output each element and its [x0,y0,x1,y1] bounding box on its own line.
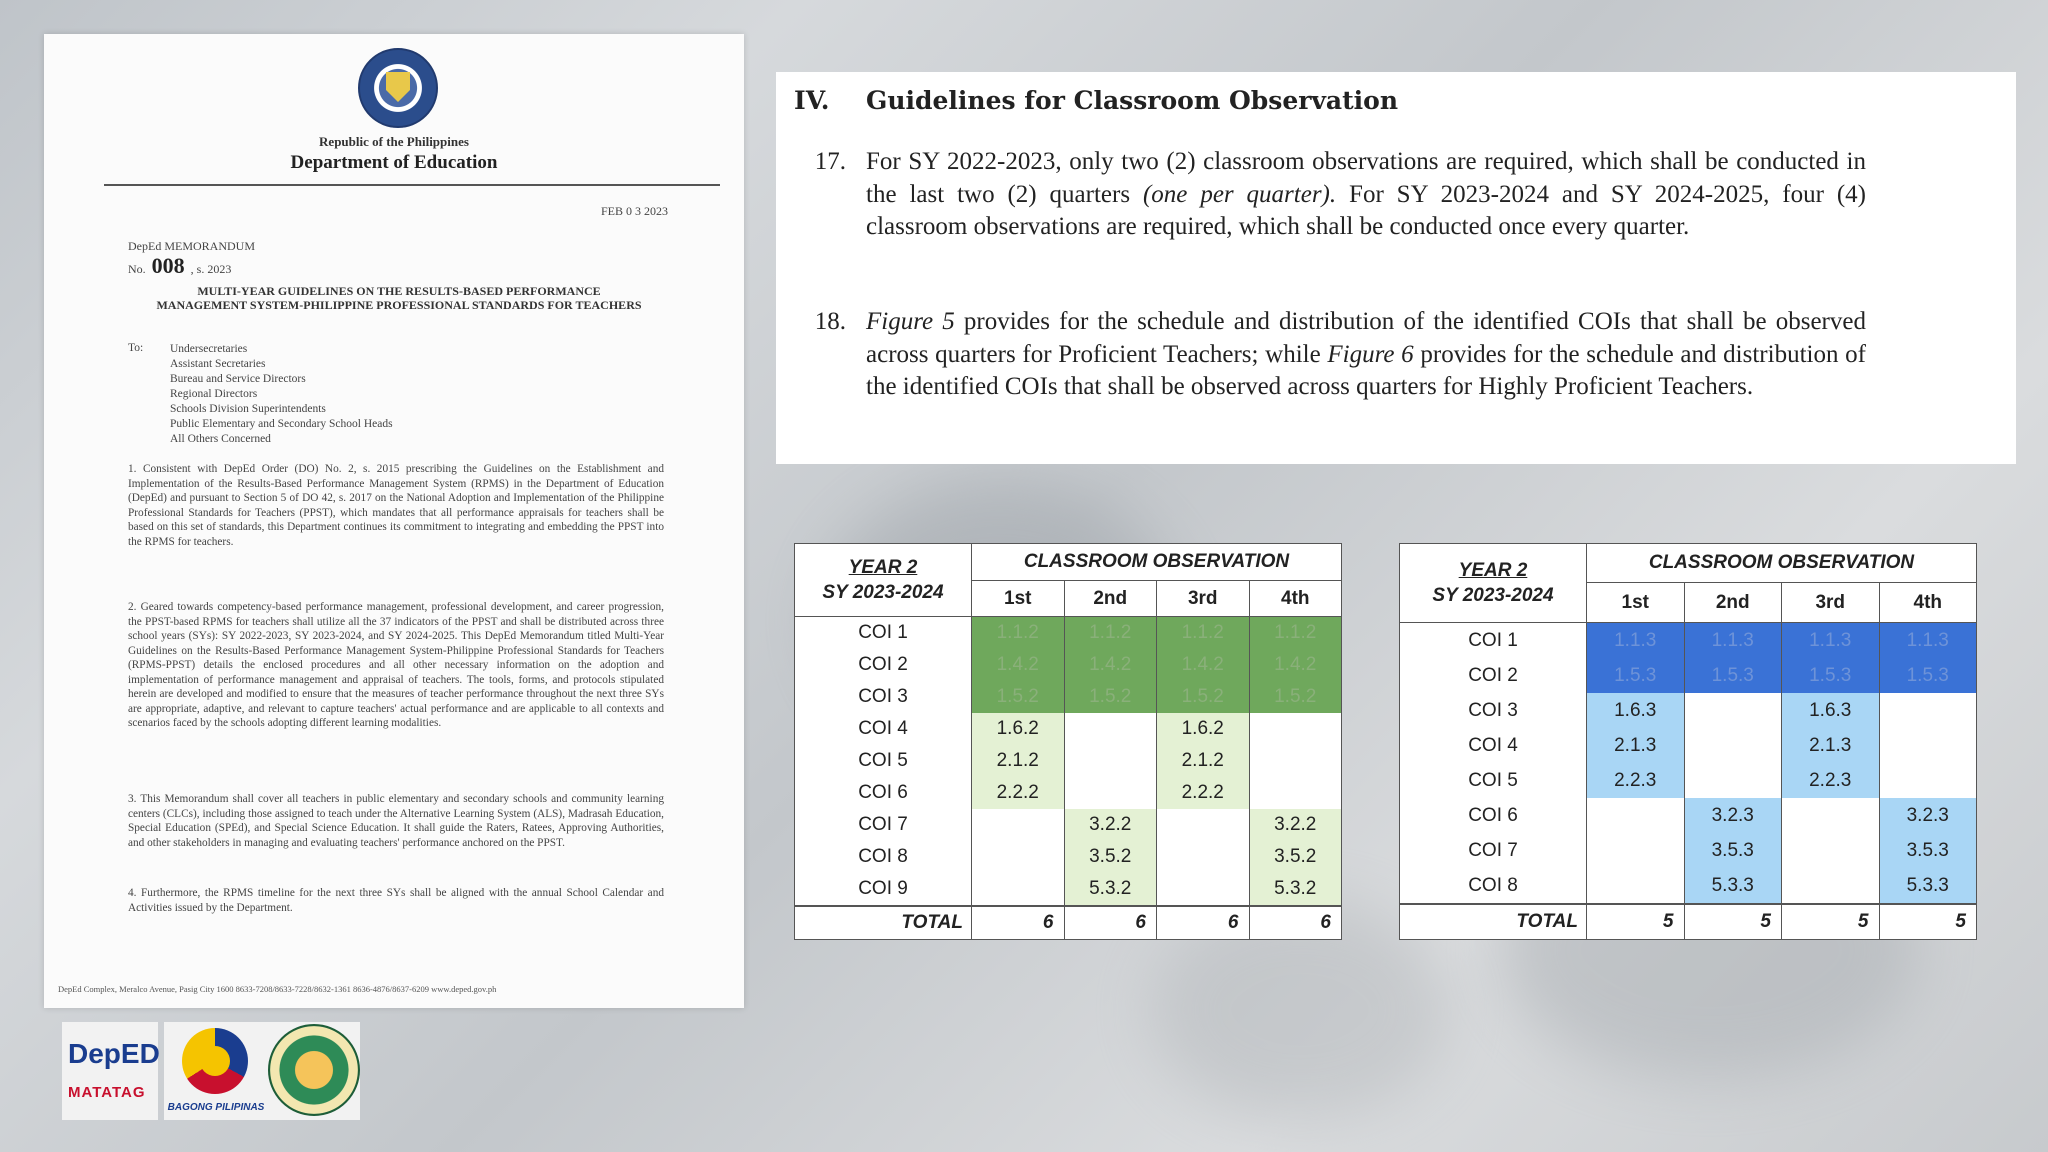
coi-cell: 1.1.2 [1064,617,1157,650]
coi-label: COI 6 [795,777,972,809]
coi-row [795,649,1342,681]
coi-label: COI 1 [1400,623,1587,659]
memo-footer: DepEd Complex, Meralco Avenue, Pasig City 1600 8633-7208/8633-7228/8632-1361 8636-4876/8637-6209 www.deped.gov.ph [58,984,497,994]
coi-cell: 3.5.3 [1879,833,1977,868]
item-text: For SY 2022-2023, only two (2) classroom observations are required, which shall be conducted in the last two (2) quarters (one per quarter). For SY 2023-2024 and SY 2024-2025, four (4) classroom observations are required, which shall be conducted once every quarter. [866,148,1866,240]
coi-cell: 3.5.2 [1249,841,1342,873]
total-label: TOTAL [795,906,972,940]
coi-cell: 2.2.3 [1782,763,1880,798]
memo-recipient: Schools Division Superintendents [170,403,326,415]
memo-recipient: Regional Directors [170,388,258,400]
coi-cell [1157,873,1250,906]
classroom-observation-header: CLASSROOM OBSERVATION [1587,544,1977,583]
coi-cell: 1.5.2 [1157,681,1250,713]
coi-cell: 5.3.3 [1879,868,1977,904]
coi-cell [1782,833,1880,868]
coi-label: COI 4 [1400,728,1587,763]
coi-label: COI 9 [795,873,972,906]
memo-title: MULTI-YEAR GUIDELINES ON THE RESULTS-BASED PERFORMANCE MANAGEMENT SYSTEM-PHILIPPINE PROFESSIONAL STANDARDS FOR TEACHERS [156,284,642,312]
bagong-pilipinas-logo [164,1022,268,1120]
coi-cell: 1.5.2 [1064,681,1157,713]
coi-cell: 3.2.2 [1064,809,1157,841]
coi-cell: 1.1.2 [1249,617,1342,650]
coi-cell: 1.5.3 [1684,658,1782,693]
total-value: 6 [1064,906,1157,940]
coi-cell: 1.1.3 [1587,623,1685,659]
year-header: YEAR 2 SY 2023-2024 [1400,544,1587,623]
coi-cell [1157,841,1250,873]
bagong-pilipinas-text: BAGONG PILIPINAS [167,1102,265,1113]
total-value: 5 [1587,904,1685,940]
total-value: 6 [1157,906,1250,940]
coi-cell [1879,763,1977,798]
coi-row [1400,693,1977,728]
coi-cell [1157,809,1250,841]
coi-cell: 2.1.3 [1587,728,1685,763]
coi-cell: 1.5.3 [1782,658,1880,693]
coi-row [1400,868,1977,904]
coi-cell: 2.1.2 [1157,745,1250,777]
coi-cell: 1.5.3 [1587,658,1685,693]
coi-row [1400,623,1977,659]
memo-paragraph-1: 1. Consistent with DepEd Order (DO) No. 2, s. 2015 prescribing the Guidelines on the Establishment and Implementation of the Results-Based Performance Management System (RPMS) in the Department of Education (DepEd) and pursuant to Section 5 of DO 42, s. 2017 on the National Adoption and Implementation of the Philippine Professional Standards for Teachers (PPST), which mandates that all performance appraisals for teachers shall be based on this set of standards, this Department continues its commitment to integrating and embedding the PPST into the RPMS for teachers. [128,463,664,548]
memo-republic: Republic of the Philippines [319,134,469,149]
memo-department: Department of Education [290,152,498,173]
coi-cell: 2.2.2 [1157,777,1250,809]
coi-cell: 5.3.3 [1684,868,1782,904]
coi-row [795,809,1342,841]
coi-cell: 1.4.2 [1064,649,1157,681]
year-header: YEAR 2 SY 2023-2024 [795,544,972,617]
coi-label: COI 2 [795,649,972,681]
deped-matatag-logo [62,1022,158,1120]
coi-label: COI 3 [795,681,972,713]
coi-cell: 1.4.2 [1157,649,1250,681]
memo-document [44,34,744,1008]
memo-recipient: Undersecretaries [170,343,248,355]
coi-row [1400,833,1977,868]
coi-cell [1064,777,1157,809]
coi-cell [1782,798,1880,833]
coi-label: COI 8 [795,841,972,873]
total-value: 5 [1879,904,1977,940]
coi-cell [972,873,1065,906]
memo-recipient: Public Elementary and Secondary School Heads [170,418,393,430]
coi-cell: 5.3.2 [1249,873,1342,906]
quarter-header: 4th [1249,581,1342,617]
coi-cell: 1.1.3 [1782,623,1880,659]
coi-label: COI 2 [1400,658,1587,693]
coi-label: COI 4 [795,713,972,745]
section-numeral: IV. [794,86,830,115]
coi-cell: 3.2.2 [1249,809,1342,841]
coi-row [795,777,1342,809]
coi-cell [1587,833,1685,868]
coi-table-highly-proficient [1399,543,1977,940]
coi-cell [1587,868,1685,904]
coi-cell [1684,763,1782,798]
coi-label: COI 1 [795,617,972,650]
coi-cell [1587,798,1685,833]
memo-paragraph-3: 3. This Memorandum shall cover all teachers in public elementary and secondary schools and community learning centers (CLCs), including those assigned to teach under the Alternative Learning System (ALS), Madrasah Education, Special Education (SPEd), and Special Science Education. It shall guide the Raters, Ratees, Approving Authorities, and other stakeholders in managing and evaluating teachers' performance anchored on the PPST. [128,793,664,849]
quarter-header: 2nd [1064,581,1157,617]
deped-logo-text: DepED [68,1038,160,1069]
coi-cell [1249,777,1342,809]
coi-cell: 1.5.3 [1879,658,1977,693]
memo-recipient: Assistant Secretaries [170,358,266,370]
memo-number: No. 008 , s. 2023 [128,253,232,278]
coi-cell: 1.1.2 [1157,617,1250,650]
coi-cell [1782,868,1880,904]
coi-cell: 2.1.3 [1782,728,1880,763]
coi-cell [1879,693,1977,728]
coi-row [1400,798,1977,833]
coi-label: COI 8 [1400,868,1587,904]
memo-divider [104,184,720,186]
coi-row [795,873,1342,906]
coi-cell: 2.1.2 [972,745,1065,777]
coi-label: COI 5 [1400,763,1587,798]
coi-table-proficient [794,543,1342,940]
coi-cell [1064,745,1157,777]
coi-row [795,617,1342,650]
coi-cell: 1.6.3 [1587,693,1685,728]
coi-cell [972,841,1065,873]
coi-label: COI 6 [1400,798,1587,833]
coi-cell: 1.1.3 [1684,623,1782,659]
quarter-header: 3rd [1782,583,1880,623]
coi-cell: 3.5.2 [1064,841,1157,873]
coi-cell: 5.3.2 [1064,873,1157,906]
coi-cell: 1.5.2 [972,681,1065,713]
total-value: 6 [972,906,1065,940]
coi-cell: 1.1.2 [972,617,1065,650]
coi-row [1400,728,1977,763]
coi-cell [1064,713,1157,745]
memo-to-list [170,342,393,447]
coi-cell: 2.2.2 [972,777,1065,809]
total-value: 5 [1684,904,1782,940]
regional-seal-icon [268,1024,360,1116]
coi-row [795,681,1342,713]
memo-label: DepEd MEMORANDUM [128,239,255,253]
coi-cell: 1.4.2 [1249,649,1342,681]
matatag-logo-text: MATATAG [68,1084,146,1101]
guidelines-heading [794,86,1398,115]
classroom-observation-header: CLASSROOM OBSERVATION [972,544,1342,581]
guidelines-panel [776,72,2016,464]
quarter-header: 1st [972,581,1065,617]
regional-office-seal [264,1022,360,1120]
coi-cell: 1.4.2 [972,649,1065,681]
coi-cell: 1.6.3 [1782,693,1880,728]
memo-date: FEB 0 3 2023 [600,204,668,218]
coi-label: COI 7 [1400,833,1587,868]
coi-cell [972,809,1065,841]
coi-row [795,841,1342,873]
coi-cell: 3.2.3 [1684,798,1782,833]
deped-seal-icon [358,48,438,128]
memo-to-label: To: [128,342,144,354]
coi-cell [1879,728,1977,763]
quarter-header: 2nd [1684,583,1782,623]
memo-paragraph-4: 4. Furthermore, the RPMS timeline for the next three SYs shall be aligned with the annual School Calendar and Activities issued by the Department. [128,887,664,914]
coi-cell: 2.2.3 [1587,763,1685,798]
coi-row [795,713,1342,745]
coi-label: COI 3 [1400,693,1587,728]
coi-row [795,745,1342,777]
item-number: 18. [814,308,846,335]
coi-cell: 3.2.3 [1879,798,1977,833]
quarter-header: 4th [1879,583,1977,623]
quarter-header: 1st [1587,583,1685,623]
coi-label: COI 7 [795,809,972,841]
coi-row [1400,763,1977,798]
coi-cell [1249,745,1342,777]
item-number: 17. [814,148,846,175]
coi-cell: 1.5.2 [1249,681,1342,713]
total-value: 5 [1782,904,1880,940]
coi-cell [1684,728,1782,763]
memo-paragraph-2: 2. Geared towards competency-based performance management, professional development, and career progression, the PPST-based RPMS for teachers shall utilize all the 37 indicators of the PPST and shall be distributed across three school years (SYs): SY 2022-2023, SY 2023-2024, and SY 2024-2025. This DepEd Memorandum titled Multi-Year Guidelines on the Results-Based Performance Management System-Philippine Professional Standards for Teachers (RPMS-PPST) details the enclosed procedures and all other necessary information on the adoption and implementation of performance management and appraisal of teachers. The tools, forms, and protocols stipulated herein are developed and modified to ensure that the measures of teacher performance throughout the next three SYs are appropriate, adaptive, and relevant to capture teachers' actual performance and are applicable to all contexts and scenarios faced by the schools adopting different learning modalities. [128,601,664,729]
coi-label: COI 5 [795,745,972,777]
section-title: Guidelines for Classroom Observation [866,86,1399,115]
memo-recipient: All Others Concerned [170,433,271,445]
coi-cell: 1.6.2 [1157,713,1250,745]
coi-cell: 3.5.3 [1684,833,1782,868]
quarter-header: 3rd [1157,581,1250,617]
item-text: Figure 5 provides for the schedule and distribution of the identified COIs that shall be observed across quarters for Proficient Teachers; while Figure 6 provides for the schedule and distribution of the identified COIs that shall be observed across quarters for Highly Proficient Teachers. [866,308,1866,400]
coi-row [1400,658,1977,693]
total-label: TOTAL [1400,904,1587,940]
coi-cell: 1.1.3 [1879,623,1977,659]
total-value: 6 [1249,906,1342,940]
coi-cell [1249,713,1342,745]
coi-cell [1684,693,1782,728]
bagong-pilipinas-icon [182,1028,248,1094]
coi-cell: 1.6.2 [972,713,1065,745]
memo-recipient: Bureau and Service Directors [170,373,306,385]
